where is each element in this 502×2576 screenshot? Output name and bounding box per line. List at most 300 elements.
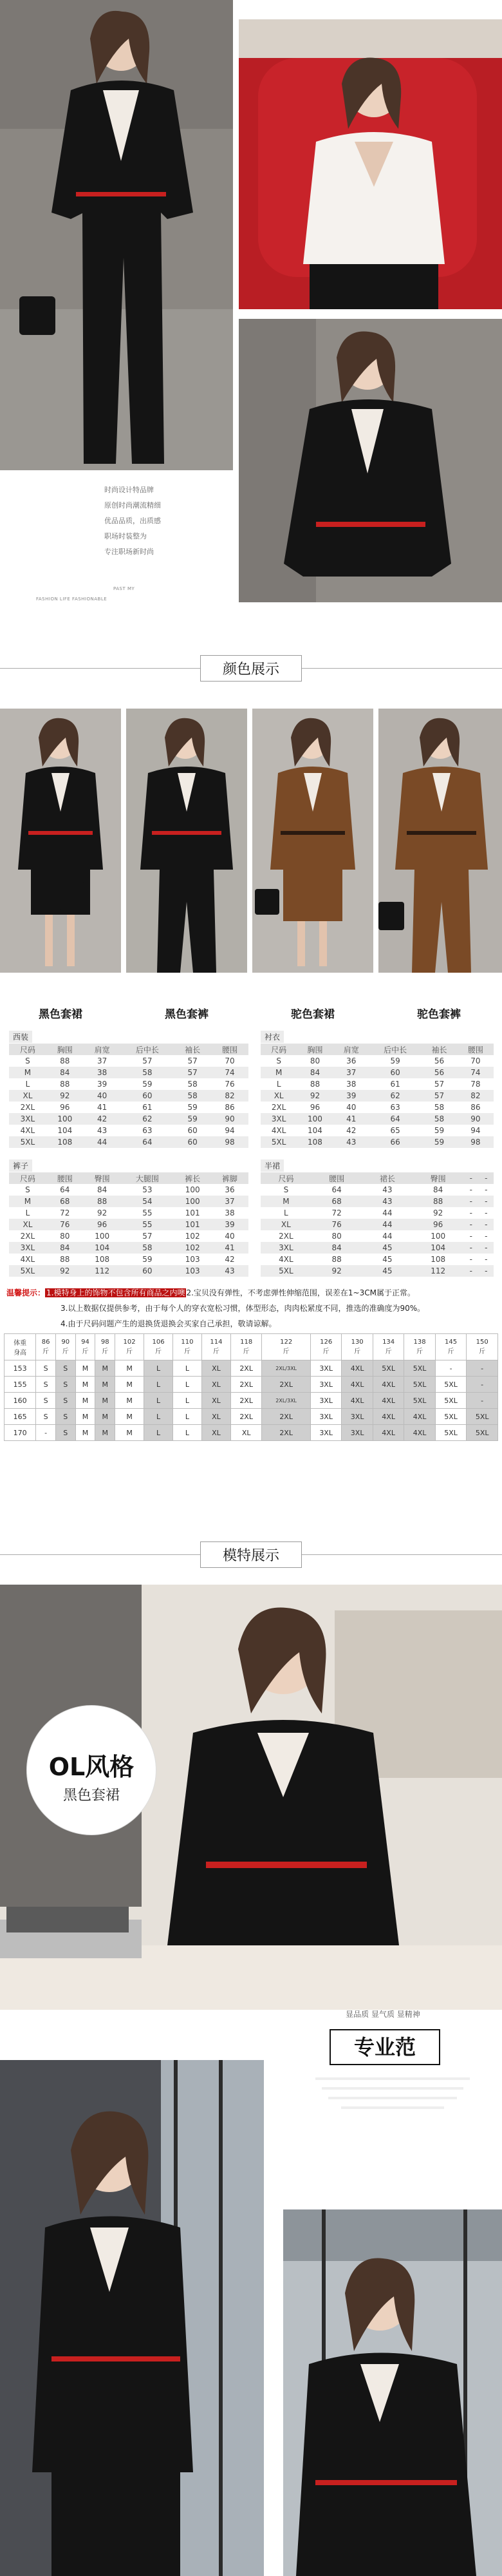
size-table-cell: 2XL: [9, 1230, 46, 1242]
size-grid-cell: 4XL: [404, 1409, 435, 1425]
size-table-cell: 43: [84, 1125, 121, 1136]
size-table-cell: 108: [413, 1254, 463, 1265]
size-table-cell: 58: [121, 1242, 174, 1254]
size-grid-cell: 2XL: [230, 1377, 261, 1393]
size-table-cell: 98: [458, 1136, 494, 1148]
size-grid-cell: L: [173, 1393, 202, 1409]
size-table-cell: 100: [174, 1196, 211, 1207]
size-table-cell: 90: [458, 1113, 494, 1125]
size-table-cell: 92: [84, 1207, 121, 1219]
size-table-cell: XL: [9, 1219, 46, 1230]
color-label-black-pants: 黑色套裤: [165, 1008, 209, 1021]
size-grid-cell: -: [467, 1360, 498, 1377]
size-table-cell: 53: [121, 1184, 174, 1196]
size-grid-cell: L: [144, 1409, 173, 1425]
size-table-cell: 88: [297, 1078, 333, 1090]
intro-line-2: 原创时尚潮流精细: [104, 501, 161, 510]
pro-deco-line-3: [328, 2097, 457, 2099]
size-table-cell: -: [479, 1242, 494, 1254]
size-grid-cell: 5XL: [435, 1377, 466, 1393]
photo-black-peplum: [239, 319, 502, 602]
size-table-cell: 84: [46, 1067, 84, 1078]
size-table-cell: XL: [9, 1090, 46, 1102]
size-grid-cell: XL: [201, 1409, 230, 1425]
size-grid-weight: 126 斤: [310, 1334, 341, 1360]
size-grid-weight: 130 斤: [342, 1334, 373, 1360]
size-table-row: [9, 1102, 248, 1113]
size-table-cell: 36: [333, 1055, 369, 1067]
size-table-cell: 64: [311, 1184, 362, 1196]
size-grid-weight: 145 斤: [435, 1334, 466, 1360]
size-table-cell: 38: [211, 1207, 248, 1219]
size-table-cell: S: [9, 1055, 46, 1067]
size-grid-cell: M: [75, 1377, 95, 1393]
size-grid-cell: M: [75, 1393, 95, 1409]
size-table-row: [9, 1136, 248, 1148]
size-grid-cell: M: [115, 1393, 144, 1409]
size-table-cell: 61: [369, 1078, 421, 1090]
size-table-row: [261, 1113, 494, 1125]
size-table-cell: 86: [211, 1102, 248, 1113]
size-table-cell: 60: [174, 1125, 211, 1136]
size-table-cell: 56: [421, 1055, 457, 1067]
size-table-cell: 98: [211, 1136, 248, 1148]
tip-row-1: [6, 1287, 415, 1298]
size-table-cell: 58: [174, 1090, 211, 1102]
size-table-cell: 44: [362, 1230, 413, 1242]
size-table-cell: 100: [174, 1184, 211, 1196]
size-table-cell: 45: [362, 1265, 413, 1277]
size-grid-cell: S: [55, 1377, 75, 1393]
size-table-cell: 62: [121, 1113, 174, 1125]
size-table-row: [9, 1196, 248, 1207]
size-table-cell: 70: [458, 1055, 494, 1067]
model-section-title-text: 模特展示: [200, 1541, 302, 1568]
size-table-cell: 58: [421, 1113, 457, 1125]
size-table-cell: L: [261, 1207, 311, 1219]
size-table-cell: 39: [211, 1219, 248, 1230]
size-table-cell: 88: [311, 1254, 362, 1265]
size-table-row: [261, 1196, 494, 1207]
size-table-cell: 54: [121, 1196, 174, 1207]
size-grid-height: 165: [5, 1409, 36, 1425]
size-table-cell: 102: [174, 1230, 211, 1242]
size-table-cell: 88: [84, 1196, 121, 1207]
size-table-cell: 84: [46, 1242, 84, 1254]
size-table-cell: 63: [121, 1125, 174, 1136]
size-table-cell: 59: [421, 1125, 457, 1136]
size-grid-weight: 118 斤: [230, 1334, 261, 1360]
size-table-cell: -: [463, 1254, 478, 1265]
size-table-cell: 5XL: [261, 1136, 297, 1148]
size-grid-cell: M: [95, 1409, 115, 1425]
size-grid-cell: S: [36, 1360, 56, 1377]
size-table-cell: 57: [421, 1078, 457, 1090]
model-section-title: [0, 1541, 502, 1568]
size-table-cell: 2XL: [9, 1102, 46, 1113]
size-table-cell: 84: [297, 1067, 333, 1078]
intro-line-1: 时尚设计特品牌: [104, 486, 154, 494]
intro-line-4: 职场时装整为: [104, 532, 147, 540]
size-table-cell: 92: [311, 1265, 362, 1277]
size-table-cell: -: [479, 1219, 494, 1230]
size-table-cell: M: [9, 1067, 46, 1078]
size-grid-cell: XL: [201, 1377, 230, 1393]
size-grid-cell: 4XL: [404, 1425, 435, 1441]
size-table-header-cell: 袖长: [174, 1044, 211, 1055]
color-label-camel-pants: 驼色套裤: [417, 1008, 461, 1021]
size-table-header-cell: 肩宽: [333, 1044, 369, 1055]
size-grid-weight: 134 斤: [373, 1334, 404, 1360]
size-table-cell: 38: [333, 1078, 369, 1090]
size-table-cell: M: [9, 1196, 46, 1207]
size-table-cell: 80: [297, 1055, 333, 1067]
size-table-cell: 41: [211, 1242, 248, 1254]
size-table-cell: 68: [311, 1196, 362, 1207]
size-grid-cell: -: [36, 1425, 56, 1441]
size-table-cell: 78: [458, 1078, 494, 1090]
size-grid-weight: 102 斤: [115, 1334, 144, 1360]
size-table-cell: 58: [421, 1102, 457, 1113]
size-table-cell: 60: [369, 1067, 421, 1078]
size-grid-cell: S: [55, 1425, 75, 1441]
size-table-row: [261, 1184, 494, 1196]
size-grid-cell: 2XL/3XL: [262, 1393, 311, 1409]
size-table-cell: 59: [369, 1055, 421, 1067]
size-table-cell: 92: [297, 1090, 333, 1102]
intro-text-block: [17, 478, 223, 626]
size-table-cell: 74: [211, 1067, 248, 1078]
color-section-title-text: 颜色展示: [200, 655, 302, 682]
size-table-cell: 4XL: [261, 1125, 297, 1136]
size-grid-cell: S: [36, 1393, 56, 1409]
size-grid-cell: 3XL: [310, 1409, 341, 1425]
size-table-cell: 43: [211, 1265, 248, 1277]
intro-small-2: FASHION LIFE FASHIONABLE: [36, 596, 107, 602]
size-table-cell: 94: [458, 1125, 494, 1136]
ol-badge-subtitle: 黑色套裙: [62, 1788, 120, 1804]
intro-line-3: 优品品质，出质感: [104, 517, 161, 525]
size-grid-cell: XL: [201, 1360, 230, 1377]
size-grid-cell: S: [36, 1377, 56, 1393]
size-table-row: [9, 1055, 248, 1067]
size-table-header-cell: 尺码: [261, 1172, 311, 1184]
size-table-cell: -: [479, 1196, 494, 1207]
size-table-row: [9, 1078, 248, 1090]
size-table-cell: 82: [211, 1090, 248, 1102]
size-grid-cell: -: [467, 1377, 498, 1393]
color-label-black-skirt: 黑色套裙: [39, 1008, 82, 1021]
size-grid-cell: 5XL: [435, 1393, 466, 1409]
size-table-cell: 100: [413, 1230, 463, 1242]
size-grid-cell: 5XL: [467, 1409, 498, 1425]
pro-deco-line-1: [315, 2077, 470, 2080]
size-table-cell: 108: [84, 1254, 121, 1265]
size-table-cell: 72: [46, 1207, 84, 1219]
size-grid-weight: 150 斤: [467, 1334, 498, 1360]
size-grid-weight: 138 斤: [404, 1334, 435, 1360]
size-grid-cell: -: [467, 1393, 498, 1409]
size-table-cell: 42: [84, 1113, 121, 1125]
size-grid-corner: 体重 身高: [5, 1334, 36, 1360]
size-grid-cell: 4XL: [373, 1377, 404, 1393]
size-table-header-cell: 臀围: [413, 1172, 463, 1184]
size-grid-cell: M: [75, 1425, 95, 1441]
size-table-cell: 104: [84, 1242, 121, 1254]
size-grid-cell: 5XL: [404, 1360, 435, 1377]
size-grid-cell: 4XL: [342, 1377, 373, 1393]
size-table-cell: 60: [174, 1136, 211, 1148]
size-table-header-cell: 胸围: [46, 1044, 84, 1055]
size-table-row: [261, 1078, 494, 1090]
size-table-header-cell: 胸围: [297, 1044, 333, 1055]
size-table-cell: 40: [84, 1090, 121, 1102]
size-table-cell: 70: [211, 1055, 248, 1067]
size-table-header-cell: -: [463, 1172, 478, 1184]
size-grid-cell: 2XL: [230, 1360, 261, 1377]
size-grid-weight: 114 斤: [201, 1334, 230, 1360]
size-grid-cell: S: [36, 1409, 56, 1425]
size-grid-cell: 4XL: [373, 1409, 404, 1425]
jacket-table-tag: 西装: [9, 1031, 32, 1043]
size-grid-row: [5, 1409, 498, 1425]
size-table-cell: 38: [84, 1067, 121, 1078]
size-table-cell: 92: [46, 1265, 84, 1277]
ol-badge-title: OL风格: [48, 1753, 135, 1781]
size-table-cell: 39: [84, 1078, 121, 1090]
color-section-title: [0, 655, 502, 682]
size-table-cell: 4XL: [9, 1125, 46, 1136]
size-table-header-cell: 袖长: [421, 1044, 457, 1055]
model-photo-window-left: [0, 2060, 264, 2576]
size-table-cell: 5XL: [9, 1265, 46, 1277]
size-grid-cell: 4XL: [373, 1425, 404, 1441]
size-table-cell: 61: [121, 1102, 174, 1113]
size-grid-row: [5, 1425, 498, 1441]
size-table-cell: -: [479, 1254, 494, 1265]
size-table-cell: L: [9, 1207, 46, 1219]
size-grid-cell: M: [115, 1409, 144, 1425]
size-table-cell: 57: [121, 1230, 174, 1242]
size-grid-cell: 5XL: [373, 1360, 404, 1377]
model-photo-window-right: [283, 2209, 502, 2576]
size-table-cell: 104: [297, 1125, 333, 1136]
size-table-cell: XL: [261, 1090, 297, 1102]
size-grid-cell: M: [95, 1425, 115, 1441]
size-grid-cell: 2XL: [262, 1425, 311, 1441]
size-table-header: [261, 1172, 494, 1184]
size-table-cell: 82: [458, 1090, 494, 1102]
size-table-cell: M: [261, 1196, 311, 1207]
tip-row-3: 3.以上数据仅提供参考，由于每个人的穿衣宽松习惯，体型形态，肉肉松紧度不同，推选的准确度为90%。: [60, 1304, 425, 1313]
size-grid-weight: 94 斤: [75, 1334, 95, 1360]
intro-small-1: PAST MY: [113, 586, 135, 591]
size-table-cell: 64: [46, 1184, 84, 1196]
size-table-cell: 62: [369, 1090, 421, 1102]
size-grid-cell: M: [95, 1393, 115, 1409]
size-table-cell: 37: [333, 1067, 369, 1078]
size-table-cell: 63: [369, 1102, 421, 1113]
size-table-cell: 36: [211, 1184, 248, 1196]
size-grid-cell: 3XL: [310, 1377, 341, 1393]
size-table-cell: 84: [84, 1184, 121, 1196]
size-table-cell: 64: [121, 1136, 174, 1148]
size-grid-cell: L: [144, 1377, 173, 1393]
size-table-cell: M: [261, 1067, 297, 1078]
size-table-row: [261, 1102, 494, 1113]
size-grid-cell: M: [75, 1360, 95, 1377]
size-table-cell: 86: [458, 1102, 494, 1113]
size-table-cell: 43: [333, 1136, 369, 1148]
size-grid-cell: XL: [230, 1425, 261, 1441]
size-table-cell: 96: [46, 1102, 84, 1113]
size-table-cell: 84: [311, 1242, 362, 1254]
size-table-row: [261, 1207, 494, 1219]
size-table-cell: 108: [46, 1136, 84, 1148]
size-table-cell: 88: [46, 1055, 84, 1067]
size-table-cell: 4XL: [9, 1254, 46, 1265]
size-table-cell: 65: [369, 1125, 421, 1136]
size-table-cell: -: [463, 1219, 478, 1230]
skirt-size-table: [261, 1172, 494, 1277]
size-table-row: [261, 1136, 494, 1148]
size-grid-cell: L: [173, 1360, 202, 1377]
size-table-header-cell: 腰围: [458, 1044, 494, 1055]
size-table-cell: 96: [413, 1219, 463, 1230]
size-table-cell: -: [463, 1242, 478, 1254]
pro-title-box: 专业范: [330, 2029, 440, 2065]
size-grid-weight: 86 斤: [36, 1334, 56, 1360]
size-table-cell: 40: [333, 1102, 369, 1113]
size-table-cell: 5XL: [261, 1265, 311, 1277]
size-table-header-cell: 尺码: [9, 1172, 46, 1184]
color-photo-camel-skirt: [252, 709, 373, 973]
size-table-cell: 84: [413, 1184, 463, 1196]
size-grid-cell: L: [173, 1377, 202, 1393]
shirt-size-table: [261, 1044, 494, 1148]
size-grid-height: 155: [5, 1377, 36, 1393]
size-table-cell: 37: [84, 1055, 121, 1067]
size-grid-header: [5, 1334, 498, 1360]
size-table-cell: 96: [297, 1102, 333, 1113]
size-table-cell: 41: [333, 1113, 369, 1125]
size-grid-weight: 122 斤: [262, 1334, 311, 1360]
pro-headline: 显品质 显气质 显精神: [346, 2010, 420, 2019]
size-table-header: [261, 1044, 494, 1055]
tip-2: 2.宝贝没有弹性，不考虑弹性伸缩范围，误差在1~3CM属于正常。: [186, 1288, 415, 1297]
size-table-cell: L: [9, 1078, 46, 1090]
size-table-cell: S: [9, 1184, 46, 1196]
size-table-cell: 39: [333, 1090, 369, 1102]
size-table-cell: 60: [121, 1090, 174, 1102]
size-grid-cell: S: [55, 1409, 75, 1425]
size-table-cell: 57: [421, 1090, 457, 1102]
size-table-cell: 2XL: [261, 1102, 297, 1113]
size-grid-cell: M: [115, 1425, 144, 1441]
size-table-cell: 59: [174, 1113, 211, 1125]
size-table-row: [9, 1067, 248, 1078]
size-grid-cell: L: [173, 1425, 202, 1441]
size-grid-cell: 5XL: [404, 1377, 435, 1393]
size-grid-row: [5, 1377, 498, 1393]
size-table-row: [9, 1230, 248, 1242]
size-table-cell: 60: [121, 1265, 174, 1277]
size-table-cell: 104: [46, 1125, 84, 1136]
size-grid-weight: 90 斤: [55, 1334, 75, 1360]
size-table-cell: 88: [46, 1078, 84, 1090]
size-table-cell: 58: [174, 1078, 211, 1090]
size-table-cell: 55: [121, 1207, 174, 1219]
height-weight-size-grid: [4, 1333, 498, 1441]
size-table-header-cell: 腰围: [311, 1172, 362, 1184]
size-table-cell: 57: [174, 1055, 211, 1067]
size-table-cell: 44: [362, 1219, 413, 1230]
size-grid-height: 160: [5, 1393, 36, 1409]
size-grid-cell: 2XL: [230, 1393, 261, 1409]
size-table-header-cell: 后中长: [121, 1044, 174, 1055]
intro-line-5: 专注职场新时尚: [104, 548, 154, 556]
size-grid-cell: 2XL: [230, 1409, 261, 1425]
size-table-cell: 4XL: [261, 1254, 311, 1265]
size-grid-cell: XL: [201, 1393, 230, 1409]
size-table-header-cell: 腰围: [46, 1172, 84, 1184]
size-grid-cell: 3XL: [342, 1409, 373, 1425]
size-table-cell: 103: [174, 1265, 211, 1277]
size-grid-cell: 2XL/3XL: [262, 1360, 311, 1377]
size-table-cell: -: [463, 1265, 478, 1277]
size-table-header-cell: 裤脚: [211, 1172, 248, 1184]
tip-row-4: 4.由于尺码问题产生的退换货退换会买家自己承担，敬请谅解。: [60, 1319, 277, 1328]
size-table-cell: 2XL: [261, 1230, 311, 1242]
photo-white-shirt: [239, 19, 502, 309]
size-table-header-cell: 后中长: [369, 1044, 421, 1055]
size-table-row: [261, 1230, 494, 1242]
size-grid-cell: S: [55, 1360, 75, 1377]
size-table-cell: 88: [413, 1196, 463, 1207]
size-table-header-cell: -: [479, 1172, 494, 1184]
size-table-cell: XL: [261, 1219, 311, 1230]
size-grid-cell: 2XL: [262, 1409, 311, 1425]
size-table-cell: 37: [211, 1196, 248, 1207]
size-table-cell: 44: [362, 1207, 413, 1219]
skirt-table-tag: 半裙: [261, 1159, 284, 1172]
size-table-cell: 42: [211, 1254, 248, 1265]
size-table-cell: 76: [311, 1219, 362, 1230]
size-table-cell: 45: [362, 1242, 413, 1254]
size-table-cell: 3XL: [9, 1242, 46, 1254]
size-table-cell: 92: [46, 1090, 84, 1102]
size-grid-cell: M: [95, 1360, 115, 1377]
size-table-cell: 108: [297, 1136, 333, 1148]
size-table-cell: 58: [121, 1067, 174, 1078]
tip-label: 温馨提示：: [6, 1288, 46, 1297]
pants-size-table: [9, 1172, 248, 1277]
size-table-cell: 92: [413, 1207, 463, 1219]
color-photo-black-pants: [126, 709, 247, 973]
size-grid-cell: M: [95, 1377, 115, 1393]
size-grid-cell: 5XL: [404, 1393, 435, 1409]
size-grid-cell: M: [115, 1377, 144, 1393]
size-table-cell: S: [261, 1184, 311, 1196]
size-table-cell: 101: [174, 1207, 211, 1219]
size-grid-cell: 3XL: [310, 1360, 341, 1377]
size-table-row: [261, 1125, 494, 1136]
size-table-cell: -: [463, 1184, 478, 1196]
size-table-header-cell: 臀围: [84, 1172, 121, 1184]
size-grid-weight: 98 斤: [95, 1334, 115, 1360]
size-table-row: [9, 1113, 248, 1125]
size-table-cell: 102: [174, 1242, 211, 1254]
